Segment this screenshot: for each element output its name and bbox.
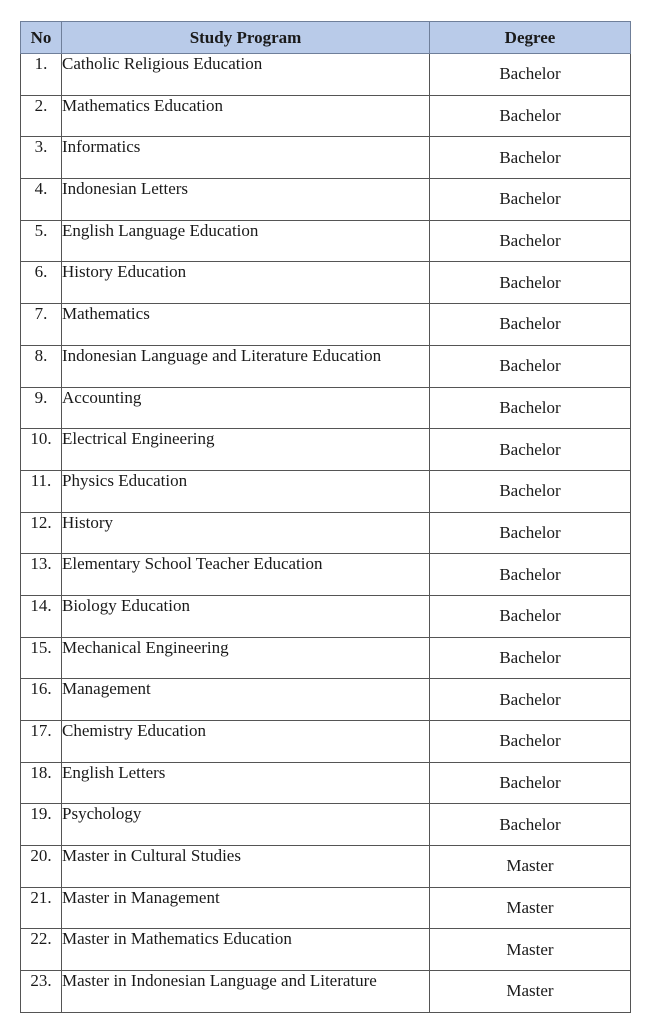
- degree-level: Bachelor: [430, 387, 631, 429]
- table-row: [21, 846, 631, 888]
- degree-level: Master: [430, 846, 631, 888]
- header-study-program: Study Program: [62, 22, 430, 54]
- degree-level: Bachelor: [430, 220, 631, 262]
- degree-level: Bachelor: [430, 637, 631, 679]
- table-row: [21, 887, 631, 929]
- row-number: 1.: [21, 54, 62, 96]
- study-program-name: Mathematics Education: [62, 95, 430, 137]
- table-body: [21, 54, 631, 1013]
- table-row: [21, 95, 631, 137]
- row-number: 2.: [21, 95, 62, 137]
- table-row: [21, 304, 631, 346]
- table-row: [21, 929, 631, 971]
- table-row: [21, 345, 631, 387]
- table-row: [21, 262, 631, 304]
- row-number: 18.: [21, 762, 62, 804]
- degree-level: Bachelor: [430, 804, 631, 846]
- table-row: [21, 220, 631, 262]
- degree-level: Bachelor: [430, 595, 631, 637]
- degree-level: Master: [430, 887, 631, 929]
- degree-level: Bachelor: [430, 345, 631, 387]
- row-number: 9.: [21, 387, 62, 429]
- study-program-name: Physics Education: [62, 470, 430, 512]
- degree-level: Bachelor: [430, 95, 631, 137]
- row-number: 22.: [21, 929, 62, 971]
- table-row: [21, 54, 631, 96]
- degree-level: Bachelor: [430, 512, 631, 554]
- row-number: 10.: [21, 429, 62, 471]
- study-program-name: Mechanical Engineering: [62, 637, 430, 679]
- table-row: [21, 554, 631, 596]
- study-program-name: Chemistry Education: [62, 721, 430, 763]
- row-number: 16.: [21, 679, 62, 721]
- study-program-name: Electrical Engineering: [62, 429, 430, 471]
- row-number: 21.: [21, 887, 62, 929]
- row-number: 17.: [21, 721, 62, 763]
- degree-level: Bachelor: [430, 429, 631, 471]
- table-header: [21, 22, 631, 54]
- row-number: 3.: [21, 137, 62, 179]
- study-program-name: Biology Education: [62, 595, 430, 637]
- row-number: 14.: [21, 595, 62, 637]
- study-program-name: Indonesian Language and Literature Education: [62, 345, 430, 387]
- table-row: [21, 971, 631, 1013]
- table-row: [21, 387, 631, 429]
- row-number: 8.: [21, 345, 62, 387]
- study-program-name: Catholic Religious Education: [62, 54, 430, 96]
- row-number: 19.: [21, 804, 62, 846]
- study-program-name: Accounting: [62, 387, 430, 429]
- table-row: [21, 470, 631, 512]
- study-program-name: English Language Education: [62, 220, 430, 262]
- degree-level: Bachelor: [430, 679, 631, 721]
- study-program-name: Master in Indonesian Language and Literature: [62, 971, 430, 1013]
- table-row: [21, 721, 631, 763]
- degree-level: Bachelor: [430, 262, 631, 304]
- table-row: [21, 762, 631, 804]
- study-program-name: Master in Cultural Studies: [62, 846, 430, 888]
- degree-level: Bachelor: [430, 304, 631, 346]
- row-number: 15.: [21, 637, 62, 679]
- degree-level: Master: [430, 929, 631, 971]
- study-program-name: Elementary School Teacher Education: [62, 554, 430, 596]
- table-row: [21, 179, 631, 221]
- study-program-name: Master in Management: [62, 887, 430, 929]
- header-no: No: [21, 22, 62, 54]
- degree-level: Bachelor: [430, 54, 631, 96]
- study-program-name: Informatics: [62, 137, 430, 179]
- row-number: 11.: [21, 470, 62, 512]
- table-row: [21, 595, 631, 637]
- row-number: 5.: [21, 220, 62, 262]
- degree-level: Bachelor: [430, 470, 631, 512]
- table-row: [21, 512, 631, 554]
- table-row: [21, 679, 631, 721]
- table-row: [21, 429, 631, 471]
- table-row: [21, 637, 631, 679]
- row-number: 4.: [21, 179, 62, 221]
- degree-level: Bachelor: [430, 179, 631, 221]
- row-number: 13.: [21, 554, 62, 596]
- table-row: [21, 137, 631, 179]
- study-program-name: English Letters: [62, 762, 430, 804]
- header-row: [21, 22, 631, 54]
- table-row: [21, 804, 631, 846]
- study-program-table: [20, 21, 631, 1013]
- degree-level: Bachelor: [430, 137, 631, 179]
- study-program-name: History Education: [62, 262, 430, 304]
- header-degree: Degree: [430, 22, 631, 54]
- degree-level: Bachelor: [430, 762, 631, 804]
- degree-level: Bachelor: [430, 554, 631, 596]
- row-number: 12.: [21, 512, 62, 554]
- study-program-name: Master in Mathematics Education: [62, 929, 430, 971]
- degree-level: Master: [430, 971, 631, 1013]
- study-program-name: Mathematics: [62, 304, 430, 346]
- study-program-name: History: [62, 512, 430, 554]
- study-program-name: Psychology: [62, 804, 430, 846]
- row-number: 20.: [21, 846, 62, 888]
- degree-level: Bachelor: [430, 721, 631, 763]
- row-number: 23.: [21, 971, 62, 1013]
- study-program-name: Management: [62, 679, 430, 721]
- study-program-name: Indonesian Letters: [62, 179, 430, 221]
- row-number: 6.: [21, 262, 62, 304]
- row-number: 7.: [21, 304, 62, 346]
